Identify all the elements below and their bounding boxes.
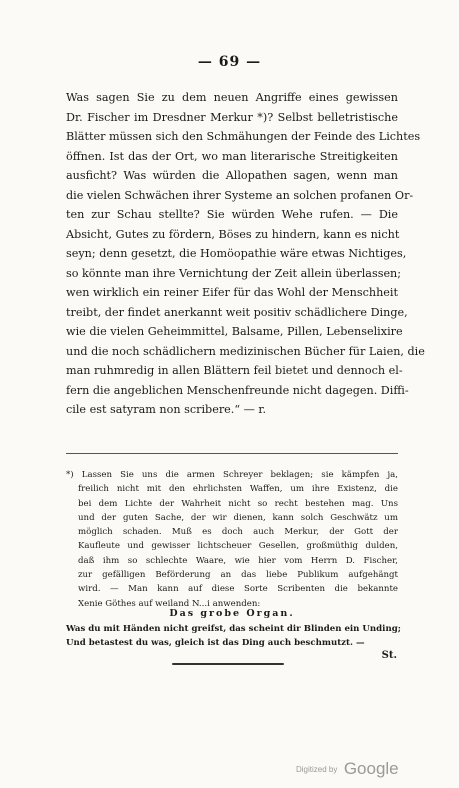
- signoff: St.: [381, 650, 397, 661]
- digitized-watermark: [296, 759, 399, 779]
- text-line: zur gefälligen Beförderung an das liebe Publikum aufgehängt: [78, 570, 398, 581]
- verse-title: Das grobe Organ.: [169, 608, 295, 619]
- text-line: ausficht? Was würden die Allopathen sagen, wenn man: [66, 169, 398, 182]
- text-line: *) Lassen Sie uns die armen Schreyer beklagen; sie kämpfen ja,: [66, 470, 398, 480]
- watermark-prefix: Digitized by: [296, 764, 338, 774]
- text-line: Absicht, Gutes zu fördern, Böses zu hindern, kann es nicht: [66, 227, 400, 241]
- text-line: ten zur Schau stellte? Sie würden Wehe rufen. — Die: [66, 208, 398, 221]
- verse-block: [66, 622, 401, 650]
- main-text-block: [66, 88, 425, 420]
- text-line: die vielen Schwächen ihrer Systeme an solchen profanen Or-: [66, 188, 414, 202]
- text-line: öffnen. Ist das der Ort, wo man literarische Streitigkeiten: [66, 149, 398, 163]
- google-logo: Google: [343, 759, 399, 778]
- footnote-rule: [66, 453, 398, 454]
- text-line: fern die angeblichen Menschenfreunde nicht dagegen. Diffi-: [66, 383, 409, 397]
- text-line: treibt, der findet anerkannt weit positiv schädlichere Dinge,: [66, 305, 408, 319]
- text-line: wen wirklich ein reiner Eifer für das Wohl der Menschheit: [66, 286, 398, 299]
- text-line: Dr. Fischer im Dresdner Merkur *)? Selbst belletristische: [66, 110, 398, 124]
- text-line: seyn; denn gesetzt, die Homöopathie wäre etwas Nichtiges,: [66, 247, 407, 260]
- page-number: — 69 —: [197, 54, 262, 70]
- text-line: cile est satyram non scribere.“ — r.: [66, 403, 267, 416]
- text-line: freilich nicht mit den ehrlichsten Waffen, um ihre Existenz, die: [78, 484, 398, 495]
- text-line: Kaufleute und gewisser lichtscheuer Gesellen, großmüthig dulden,: [78, 541, 398, 552]
- text-line: und der guten Sache, der wir dienen, kann solch Geschwätz um: [78, 512, 398, 523]
- text-line: daß ihm so schlechte Waare, wie hier vom Herrn D. Fischer,: [78, 555, 398, 566]
- text-line: Was du mit Händen nicht greifst, das scheint dir Blinden ein Unding;: [66, 624, 401, 634]
- footnote-block: [66, 468, 398, 611]
- text-line: Was sagen Sie zu dem neuen Angriffe eines gewissen: [66, 91, 398, 104]
- text-line: wie die vielen Geheimmittel, Balsame, Pillen, Lebenselixire: [66, 325, 403, 338]
- end-ornament-rule: [172, 663, 284, 665]
- text-line: wird. — Man kann auf diese Sorte Scribenten die bekannte: [78, 584, 398, 595]
- text-line: möglich schaden. Muß es doch auch Merkur, der Gott der: [78, 527, 398, 538]
- text-line: man ruhmredig in allen Blättern feil bietet und dennoch el-: [66, 364, 403, 377]
- text-line: und die noch schädlichern medizinischen Bücher für Laien, die: [66, 344, 425, 358]
- text-line: Und betastest du was, gleich ist das Ding auch beschmutzt. —: [66, 638, 365, 648]
- text-line: so könnte man ihre Vernichtung der Zeit allein überlassen;: [66, 266, 402, 280]
- text-line: bei dem Lichte der Wahrheit nicht so recht bestehen mag. Uns: [78, 498, 398, 509]
- text-line: Xenie Göthes auf weiland N...i anwenden:: [78, 598, 261, 609]
- text-line: Blätter müssen sich den Schmähungen der Feinde des Lichtes: [66, 130, 421, 143]
